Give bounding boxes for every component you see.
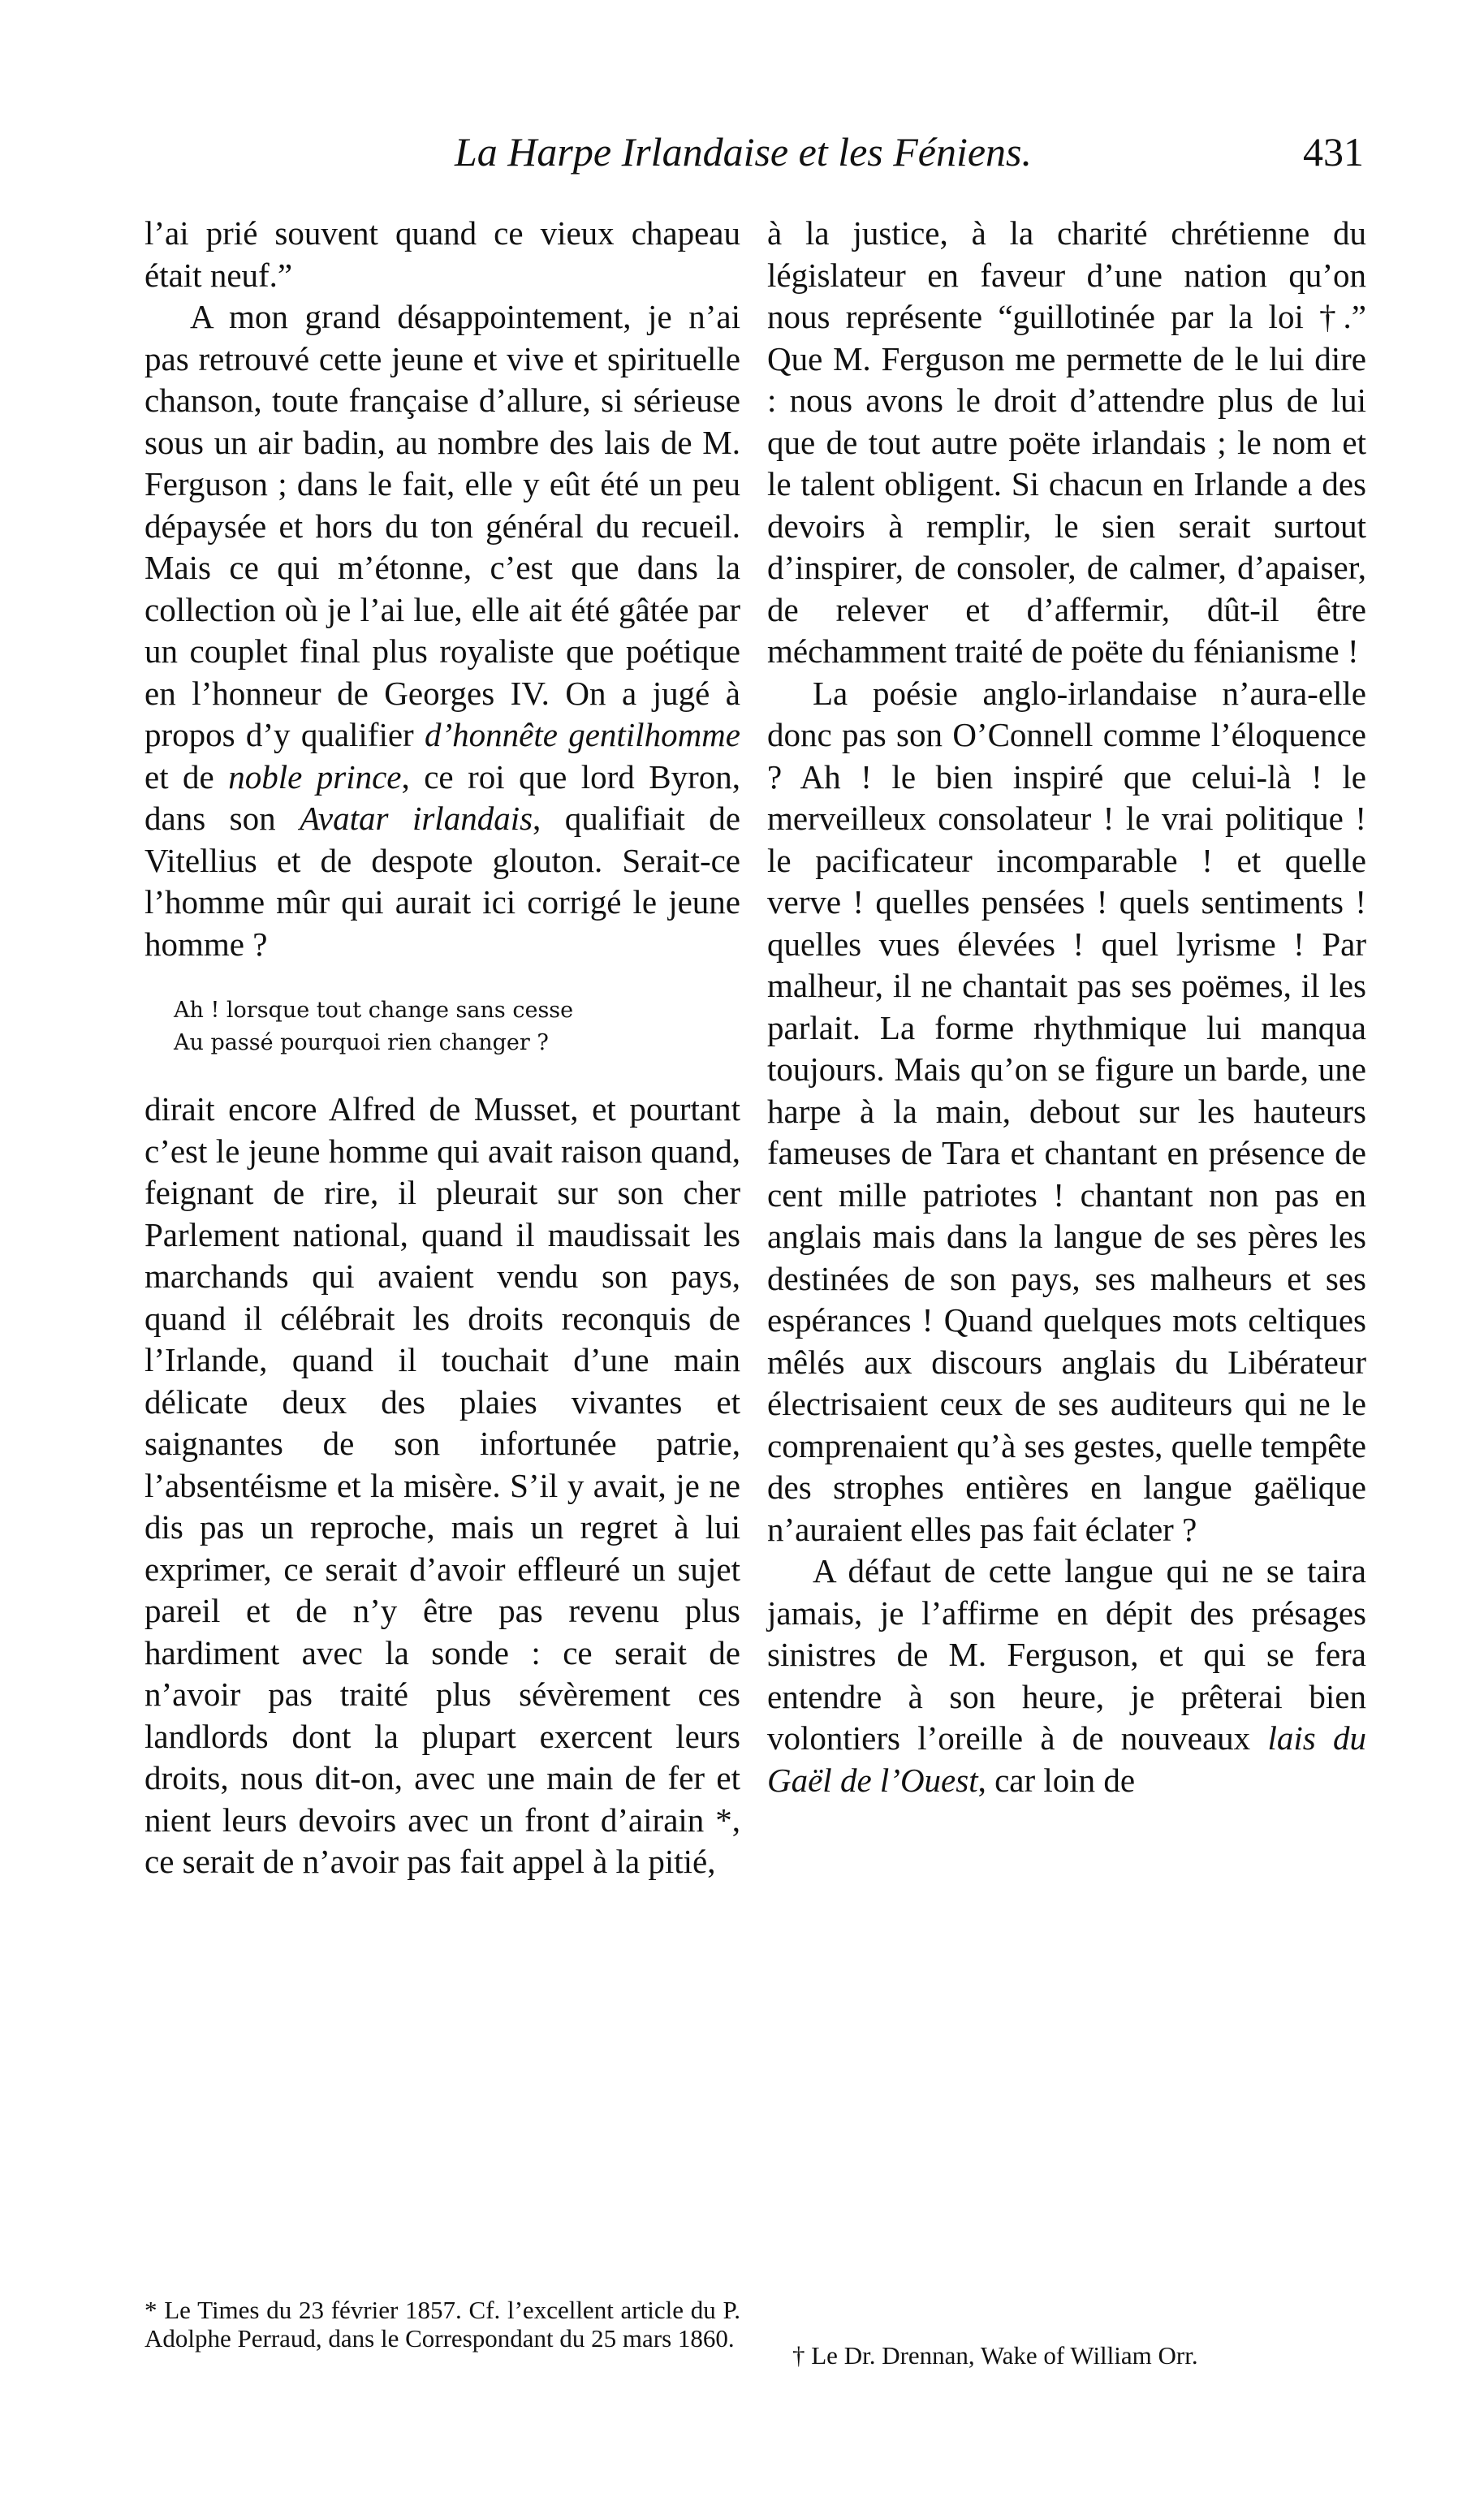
page-number: 431 xyxy=(1303,129,1364,175)
text-run: , car loin de xyxy=(977,1761,1136,1799)
footnote-left: * Le Times du 23 février 1857. Cf. l’excellent article du P. Adolphe Perraud, dans le Correspondant du 25 mars 1860. xyxy=(145,2296,740,2353)
emphasis: lais du Gaël de l’Ouest xyxy=(767,1719,1366,1799)
text-run: , ce roi que lord Byron, dans son xyxy=(145,757,740,837)
text-run: A mon grand désappointement, je n’ai pas retrouvé cette jeune et vive et spirituelle chanson, toute française d’allure, si sérieuse sous un air badin, au nombre des lais de M. Ferguson ; dans le fait, elle y eût été un peu dépaysée et hors du ton général du recueil. Mais ce qui m’étonne, c’est que dans la collection où je l’ai lue, elle ait été gâtée par un couplet final plus royaliste que poétique en l’honneur de Georges IV. On a jugé à propos d’y qualifier xyxy=(145,298,740,753)
verse-line: Ah ! lorsque tout change sans cesse xyxy=(174,998,574,1023)
paragraph: l’ai prié souvent quand ce vieux chapeau était neuf.” xyxy=(145,214,740,294)
paragraph: à la justice, à la charité chrétienne du législateur en faveur d’une nation qu’on nous représente “guillotinée par la loi †.” Que M. Ferguson me permette de le lui dire : nous avons le droit d’attendre plus de lui que de tout autre poëte irlandais ; le nom et le talent obligent. Si chacun en Irlande a des devoirs à remplir, le sien serait surtout d’inspirer, de consoler, de calmer, d’apaiser, de relever et d’affermir, dût-il être méchamment traité de poëte du fénianisme ! xyxy=(767,214,1366,670)
paragraph: La poésie anglo-irlandaise n’aura-elle donc pas son O’Connell comme l’éloquence ? Ah ! le bien inspiré que celui-là ! le merveilleux consolateur ! le vrai politique ! le pacificateur incomparable ! et quelle verve ! quelles pensées ! quels sentiments ! quelles vues élevées ! quel lyrisme ! Par malheur, il ne chantait pas ses poëmes, il les parlait. La forme rhythmique lui manqua toujours. Mais qu’on se figure un barde, une harpe à la main, debout sur les hauteurs fameuses de Tara et chantant en présence de cent mille patriotes ! chantant non pas en anglais mais dans la langue de ses pères les destinées de son pays, ses malheurs et ses espérances ! Quand quelques mots celtiques mêlés aux discours anglais du Libérateur électrisaient ceux de ses auditeurs qui ne le comprenaient qu’à ses gestes, quelle tempête des strophes entières en langue gaëlique n’auraient elles pas fait éclater ? xyxy=(767,674,1366,1548)
text-run: A défaut de cette langue qui ne se taira jamais, je l’affirme en dépit des présages sinistres de M. Ferguson, et qui se fera entendre à son heure, je prêterai bien volontiers l’oreille à de nouveaux xyxy=(767,1552,1366,1757)
footnote-right: † Le Dr. Drennan, Wake of William Orr. xyxy=(792,2341,1198,2370)
emphasis: noble prince xyxy=(228,757,402,796)
text-run: et de xyxy=(145,757,229,796)
verse-line: Au passé pourquoi rien changer ? xyxy=(174,1030,549,1055)
paragraph xyxy=(145,296,740,965)
paragraph: dirait encore Alfred de Musset, et pourtant c’est le jeune homme qui avait raison quand, feignant de rire, il pleurait sur son cher Parlement national, quand il maudissait les marchands qui avaient vendu son pays, quand il célébrait les droits reconquis de l’Irlande, quand il touchait d’une main délicate deux des plaies vivantes et saignantes de son infortunée patrie, l’absentéisme et la misère. S’il y avait, je ne dis pas un reproche, mais un regret à lui exprimer, ce serait d’avoir effleuré un sujet pareil et de n’y être pas revenu plus hardiment avec la sonde : ce serait de n’avoir pas traité plus sévèrement ces landlords dont la plupart exercent leurs droits, nous dit-on, avec une main de fer et nient leurs devoirs avec un front d’airain *, ce serait de n’avoir pas fait appel à la pitié, xyxy=(145,1090,740,1880)
right-column xyxy=(767,213,1366,1801)
left-column xyxy=(145,213,740,1883)
running-title: La Harpe Irlandaise et les Féniens. xyxy=(455,129,1033,175)
verse-quote xyxy=(174,994,740,1059)
emphasis: Avatar irlandais xyxy=(300,800,533,837)
text-run: , qualifiait de Vitellius et de despote glouton. Serait-ce l’homme mûr qui aurait ici corrigé le jeune homme ? xyxy=(145,800,741,963)
paragraph xyxy=(767,1550,1366,1801)
emphasis: d’honnête gentilhomme xyxy=(424,716,740,753)
